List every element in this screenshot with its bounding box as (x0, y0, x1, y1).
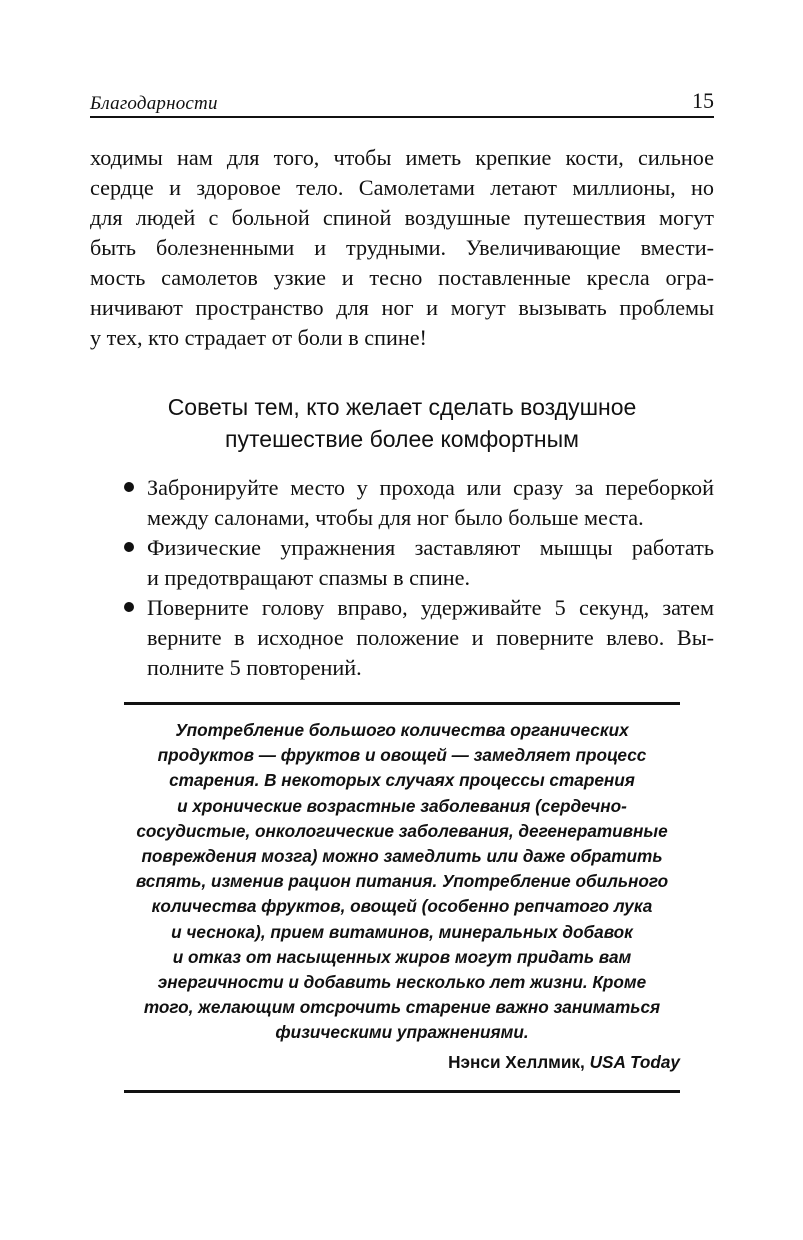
quote-author: Нэнси Хеллмик, (448, 1052, 585, 1072)
tips-list (0, 473, 803, 683)
quote-line: энергичности и добавить несколько лет жизни. Кроме (157, 972, 647, 993)
tip-line: верните в исходное положение и поверните влево. Вы- (147, 625, 714, 650)
quote-line: сосудистые, онкологические заболевания, дегенеративные (136, 820, 668, 841)
quote-line: повреждения мозга) можно замедлить или даже обратить (141, 846, 663, 867)
paragraph-line: ходимы нам для того, чтобы иметь крепкие кости, сильное (90, 145, 714, 170)
quote-line: и хронические возрастные заболевания (сердечно- (177, 795, 627, 816)
quote-line: количества фруктов, овощей (особенно репчатого лука (151, 896, 653, 917)
paragraph-line: у тех, кто страдает от боли в спине! (90, 325, 427, 350)
tip-text (147, 473, 714, 533)
quote-source: USA Today (589, 1052, 680, 1072)
heading-line: Советы тем, кто желает сделать воздушное (167, 394, 637, 420)
tip-line: Поверните голову вправо, удерживайте 5 секунд, затем (147, 595, 714, 620)
quote-line: и отказ от насыщенных жиров могут придать вам (172, 946, 632, 967)
tip-text (147, 533, 714, 593)
paragraph-line: сердце и здоровое тело. Самолетами летают миллионы, но (90, 175, 714, 200)
quote-text (124, 718, 680, 1046)
quote-line: продуктов — фруктов и овощей — замедляет процесс (157, 745, 647, 766)
bullet-icon (124, 542, 134, 552)
quote-attribution (448, 1051, 680, 1073)
tip-item (0, 533, 803, 593)
quote-line: того, желающим отсрочить старение важно заниматься (143, 997, 661, 1018)
quote-line: Употребление большого количества органических (175, 720, 629, 740)
paragraph-line: быть болезненными и трудными. Увеличивающие вмести- (90, 235, 714, 260)
quote-line: и чеснока), прием витаминов, минеральных добавок (171, 921, 633, 942)
tip-item (0, 593, 803, 683)
heading-line: путешествие более комфортным (225, 426, 579, 452)
section-heading (90, 391, 714, 455)
body-paragraph (90, 143, 714, 353)
bullet-icon (124, 602, 134, 612)
paragraph-line: мость самолетов узкие и тесно поставленные кресла огра- (90, 265, 714, 290)
page-number: 15 (692, 88, 714, 113)
quote-line: старения. В некоторых случаях процессы старения (169, 770, 635, 791)
tip-line: Забронируйте место у прохода или сразу за переборкой (147, 475, 714, 500)
paragraph-line: ничивают пространство для ног и могут вызывать проблемы (90, 295, 714, 320)
tip-line: полните 5 повторений. (147, 655, 362, 680)
quote-line: вспять, изменив рацион питания. Употребление обильного (135, 871, 669, 892)
running-header (90, 84, 714, 118)
quote-box (124, 702, 680, 1093)
tip-item (0, 473, 803, 533)
tip-line: и предотвращают спазмы в спине. (147, 565, 471, 590)
tip-line: Физические упражнения заставляют мышцы работать (147, 535, 714, 560)
bullet-icon (124, 482, 134, 492)
quote-line: физическими упражнениями. (275, 1022, 529, 1043)
running-title: Благодарности (90, 93, 218, 114)
tip-text (147, 593, 714, 683)
paragraph-line: для людей с больной спиной воздушные путешествия могут (90, 205, 714, 230)
tip-line: между салонами, чтобы для ног было больше места. (147, 505, 644, 530)
